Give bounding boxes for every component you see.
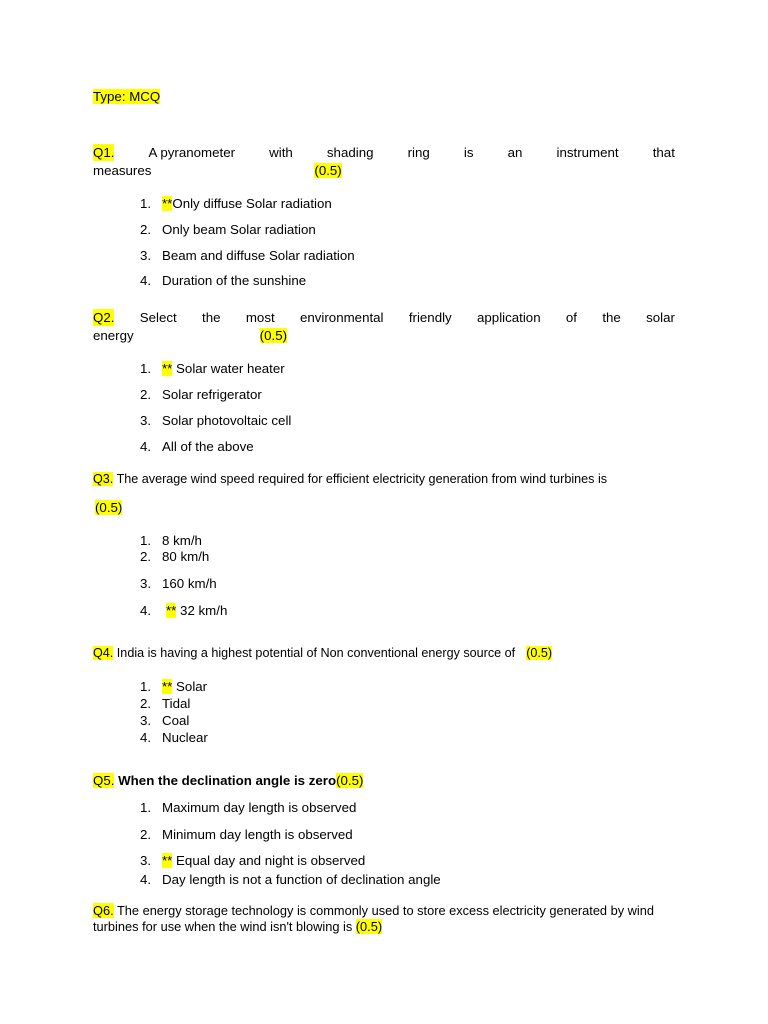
q5-question-line [93, 772, 363, 789]
q4-question-line [93, 645, 552, 662]
q2-continuation-text: energy [93, 328, 134, 343]
q1-word: is [463, 145, 474, 160]
q1-option-4 [140, 272, 306, 289]
q1-question-line [93, 144, 675, 161]
option-text: Equal day and night is observed [172, 853, 366, 868]
option-text: 8 km/h [162, 533, 202, 548]
option-number: 1. [140, 679, 152, 694]
q1-marks: (0.5) [314, 163, 342, 178]
q1-word: that [652, 145, 675, 160]
q5-option-3 [140, 852, 365, 869]
answer-marker: ** [166, 603, 177, 618]
q1-word: instrument [556, 145, 619, 160]
option-text: Day length is not a function of declination angle [162, 872, 441, 887]
option-text: Only diffuse Solar radiation [172, 196, 332, 211]
q4-text: India is having a highest potential of Non conventional energy source of [113, 646, 516, 660]
q2-marks: (0.5) [259, 328, 288, 343]
q1-option-1 [140, 195, 332, 212]
q2-question-continuation [93, 327, 287, 344]
q3-number: Q3. [93, 472, 114, 486]
option-text: Maximum day length is observed [162, 800, 357, 815]
option-number: 2. [140, 222, 152, 237]
q4-option-2 [140, 695, 190, 712]
q2-question-line [93, 309, 675, 326]
option-text: Beam and diffuse Solar radiation [162, 248, 355, 263]
q2-option-3 [140, 412, 291, 429]
q2-word: friendly [408, 310, 452, 325]
option-text: Minimum day length is observed [162, 827, 353, 842]
q3-question-line [93, 471, 607, 488]
q1-number: Q1. [93, 145, 115, 160]
answer-marker: ** [162, 196, 173, 211]
q2-word: environmental [299, 310, 384, 325]
option-number: 2. [140, 827, 152, 842]
q5-marks: (0.5) [336, 773, 364, 788]
option-text: Solar photovoltaic cell [162, 413, 292, 428]
option-number: 1. [140, 361, 152, 376]
q4-option-3 [140, 712, 189, 729]
q2-word: the [602, 310, 621, 325]
option-number: 2. [140, 387, 152, 402]
q2-word: of [565, 310, 577, 325]
option-number: 4. [140, 603, 152, 618]
option-number: 2. [140, 696, 152, 711]
option-number: 3. [140, 248, 152, 263]
q5-option-2 [140, 826, 353, 843]
q1-word: A pyranometer [148, 145, 236, 160]
option-number: 3. [140, 576, 152, 591]
option-text: Solar [172, 679, 208, 694]
option-text: Solar refrigerator [162, 387, 262, 402]
option-number: 1. [140, 533, 152, 548]
q3-marks: (0.5) [95, 500, 123, 515]
option-number: 1. [140, 800, 152, 815]
option-text: Coal [162, 713, 190, 728]
q2-option-4 [140, 438, 254, 455]
q4-option-1 [140, 678, 207, 695]
option-number: 3. [140, 413, 152, 428]
option-number: 4. [140, 273, 152, 288]
q1-word: shading [326, 145, 374, 160]
q1-continuation-text: measures [93, 163, 152, 178]
q5-option-1 [140, 799, 356, 816]
option-text: 32 km/h [176, 603, 228, 618]
q2-word: solar [646, 310, 675, 325]
option-text: All of the above [162, 439, 254, 454]
q2-option-2 [140, 386, 262, 403]
option-text: Tidal [162, 696, 191, 711]
option-number: 4. [140, 872, 152, 887]
q3-text: The average wind speed required for efficient electricity generation from wind turbines is [113, 472, 608, 486]
option-number: 4. [140, 439, 152, 454]
q5-option-4 [140, 871, 441, 888]
q5-number: Q5. [93, 773, 115, 788]
q3-option-4 [140, 602, 227, 619]
q1-word: ring [407, 145, 430, 160]
answer-marker: ** [162, 853, 173, 868]
option-text: Duration of the sunshine [162, 273, 307, 288]
answer-marker: ** [162, 361, 173, 376]
q1-word: an [507, 145, 523, 160]
q2-word: most [245, 310, 275, 325]
q1-option-2 [140, 221, 316, 238]
q2-number: Q2. [93, 310, 115, 325]
question-type-text: Type: MCQ [93, 89, 161, 104]
option-text: Nuclear [162, 730, 208, 745]
option-number: 1. [140, 196, 152, 211]
q6-question [93, 903, 677, 935]
option-number: 3. [140, 713, 152, 728]
option-text: Only beam Solar radiation [162, 222, 316, 237]
q3-marks-line [95, 499, 122, 516]
q2-option-1 [140, 360, 285, 377]
option-text: 160 km/h [162, 576, 217, 591]
q2-word: application [477, 310, 541, 325]
option-text: Solar water heater [172, 361, 285, 376]
q6-number: Q6. [93, 903, 114, 918]
q6-marks: (0.5) [355, 919, 383, 934]
q4-marks: (0.5) [526, 646, 553, 660]
q1-question-continuation [93, 162, 342, 179]
q1-word: with [269, 145, 293, 160]
option-number: 2. [140, 549, 152, 564]
q4-number: Q4. [93, 646, 114, 660]
option-number: 3. [140, 853, 152, 868]
q4-option-4 [140, 729, 208, 746]
option-number: 4. [140, 730, 152, 745]
q1-option-3 [140, 247, 355, 264]
q3-option-2 [140, 548, 209, 565]
question-type-label [93, 88, 160, 105]
q2-word: the [202, 310, 221, 325]
answer-marker: ** [162, 679, 173, 694]
q5-text: When the declination angle is zero [114, 773, 337, 788]
q6-text: The energy storage technology is commonly used to store excess electricity generated by wind turbines for use when the wind isn't blowing is [93, 903, 654, 934]
q3-option-1 [140, 532, 202, 549]
q2-word: Select [139, 310, 177, 325]
q3-option-3 [140, 575, 217, 592]
option-text: 80 km/h [162, 549, 210, 564]
